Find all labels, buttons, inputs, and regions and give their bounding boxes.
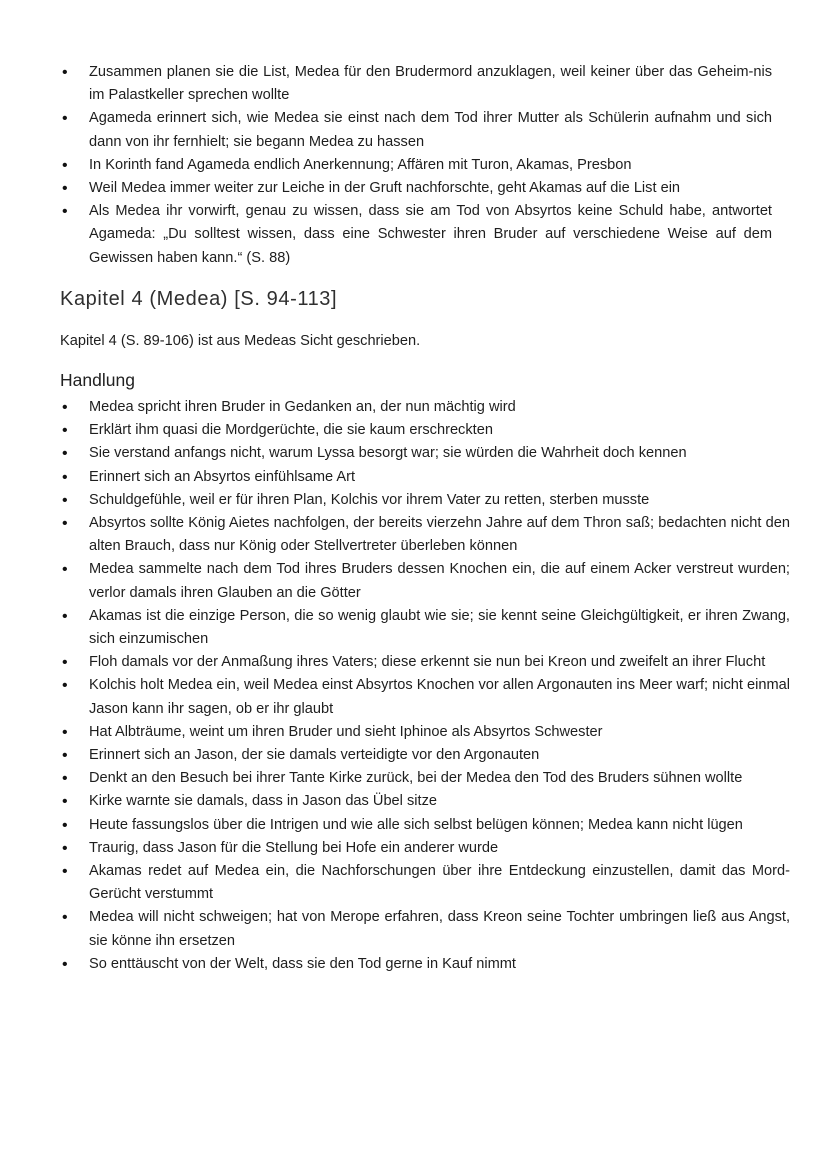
list-item: • Kolchis holt Medea ein, weil Medea einst Absyrtos Knochen vor allen Argonauten ins Meer warf; nicht einmal Jason kann ihr sagen, ob er ihr glaubt: [60, 674, 790, 720]
list-item: • So enttäuscht von der Welt, dass sie den Tod gerne in Kauf nimmt: [60, 953, 790, 976]
list-item: • Absyrtos sollte König Aietes nachfolgen, der bereits vierzehn Jahre auf dem Thron saß; bedachten nicht den alten Brauch, dass nur König oder Stellvertreter überleben können: [60, 512, 790, 558]
list-item: • Kirke warnte sie damals, dass in Jason das Übel sitze: [60, 790, 790, 813]
list-item: • Erinnert sich an Absyrtos einfühlsame Art: [60, 466, 790, 489]
list-item: • Akamas ist die einzige Person, die so wenig glaubt wie sie; sie kennt seine Gleichgültigkeit, er ihren Zwang, sich einzumischen: [60, 605, 790, 651]
list-item: • Agameda erinnert sich, wie Medea sie einst nach dem Tod ihrer Mutter als Schülerin aufnahm und sich dann von ihr fernhielt; sie begann Medea zu hassen: [60, 107, 772, 153]
list-item: • Weil Medea immer weiter zur Leiche in der Gruft nachforschte, geht Akamas auf die List ein: [60, 177, 772, 200]
list-item: • Traurig, dass Jason für die Stellung bei Hofe ein anderer wurde: [60, 837, 790, 860]
handlung-bullet-list: [60, 396, 790, 976]
previous-section-bullet-list: [60, 61, 772, 270]
list-item: • Medea sammelte nach dem Tod ihres Bruders dessen Knochen ein, die auf einem Acker verstreut wurden; verlor damals ihren Glauben an die Götter: [60, 558, 790, 604]
list-item: • Medea will nicht schweigen; hat von Merope erfahren, dass Kreon seine Tochter umbringen ließ aus Angst, sie könne ihn ersetzen: [60, 906, 790, 952]
list-item: • Hat Albträume, weint um ihren Bruder und sieht Iphinoe als Absyrtos Schwester: [60, 721, 790, 744]
list-item: • Denkt an den Besuch bei ihrer Tante Kirke zurück, bei der Medea den Tod des Bruders sühnen wollte: [60, 767, 790, 790]
list-item: • Heute fassungslos über die Intrigen und wie alle sich selbst belügen können; Medea kann nicht lügen: [60, 814, 790, 837]
chapter-heading: Kapitel 4 (Medea) [S. 94-113]: [60, 288, 338, 310]
handlung-heading: Handlung: [60, 370, 135, 390]
list-item: • Als Medea ihr vorwirft, genau zu wissen, dass sie am Tod von Absyrtos keine Schuld habe, antwortet Agameda: „Du solltest wissen, dass eine Schwester ihren Bruder auf verschiedene Weise auf dem Gewissen haben kann.“ (S. 88): [60, 200, 772, 270]
list-item: • Sie verstand anfangs nicht, warum Lyssa besorgt war; sie würden die Wahrheit doch kennen: [60, 442, 790, 465]
list-item: • Floh damals vor der Anmaßung ihres Vaters; diese erkennt sie nun bei Kreon und zweifelt an ihrer Flucht: [60, 651, 790, 674]
list-item: • Medea spricht ihren Bruder in Gedanken an, der nun mächtig wird: [60, 396, 790, 419]
list-item: • Zusammen planen sie die List, Medea für den Brudermord anzuklagen, weil keiner über das Geheim-nis im Palastkeller sprechen wollte: [60, 61, 772, 107]
list-item: • Erinnert sich an Jason, der sie damals verteidigte vor den Argonauten: [60, 744, 790, 767]
list-item: • Schuldgefühle, weil er für ihren Plan, Kolchis vor ihrem Vater zu retten, sterben musste: [60, 489, 790, 512]
list-item: • Akamas redet auf Medea ein, die Nachforschungen über ihre Entdeckung einzustellen, damit das Mord-Gerücht verstummt: [60, 860, 790, 906]
chapter-intro-paragraph: Kapitel 4 (S. 89-106) ist aus Medeas Sicht geschrieben.: [60, 333, 421, 349]
list-item: • In Korinth fand Agameda endlich Anerkennung; Affären mit Turon, Akamas, Presbon: [60, 154, 772, 177]
list-item: • Erklärt ihm quasi die Mordgerüchte, die sie kaum erschreckten: [60, 419, 790, 442]
